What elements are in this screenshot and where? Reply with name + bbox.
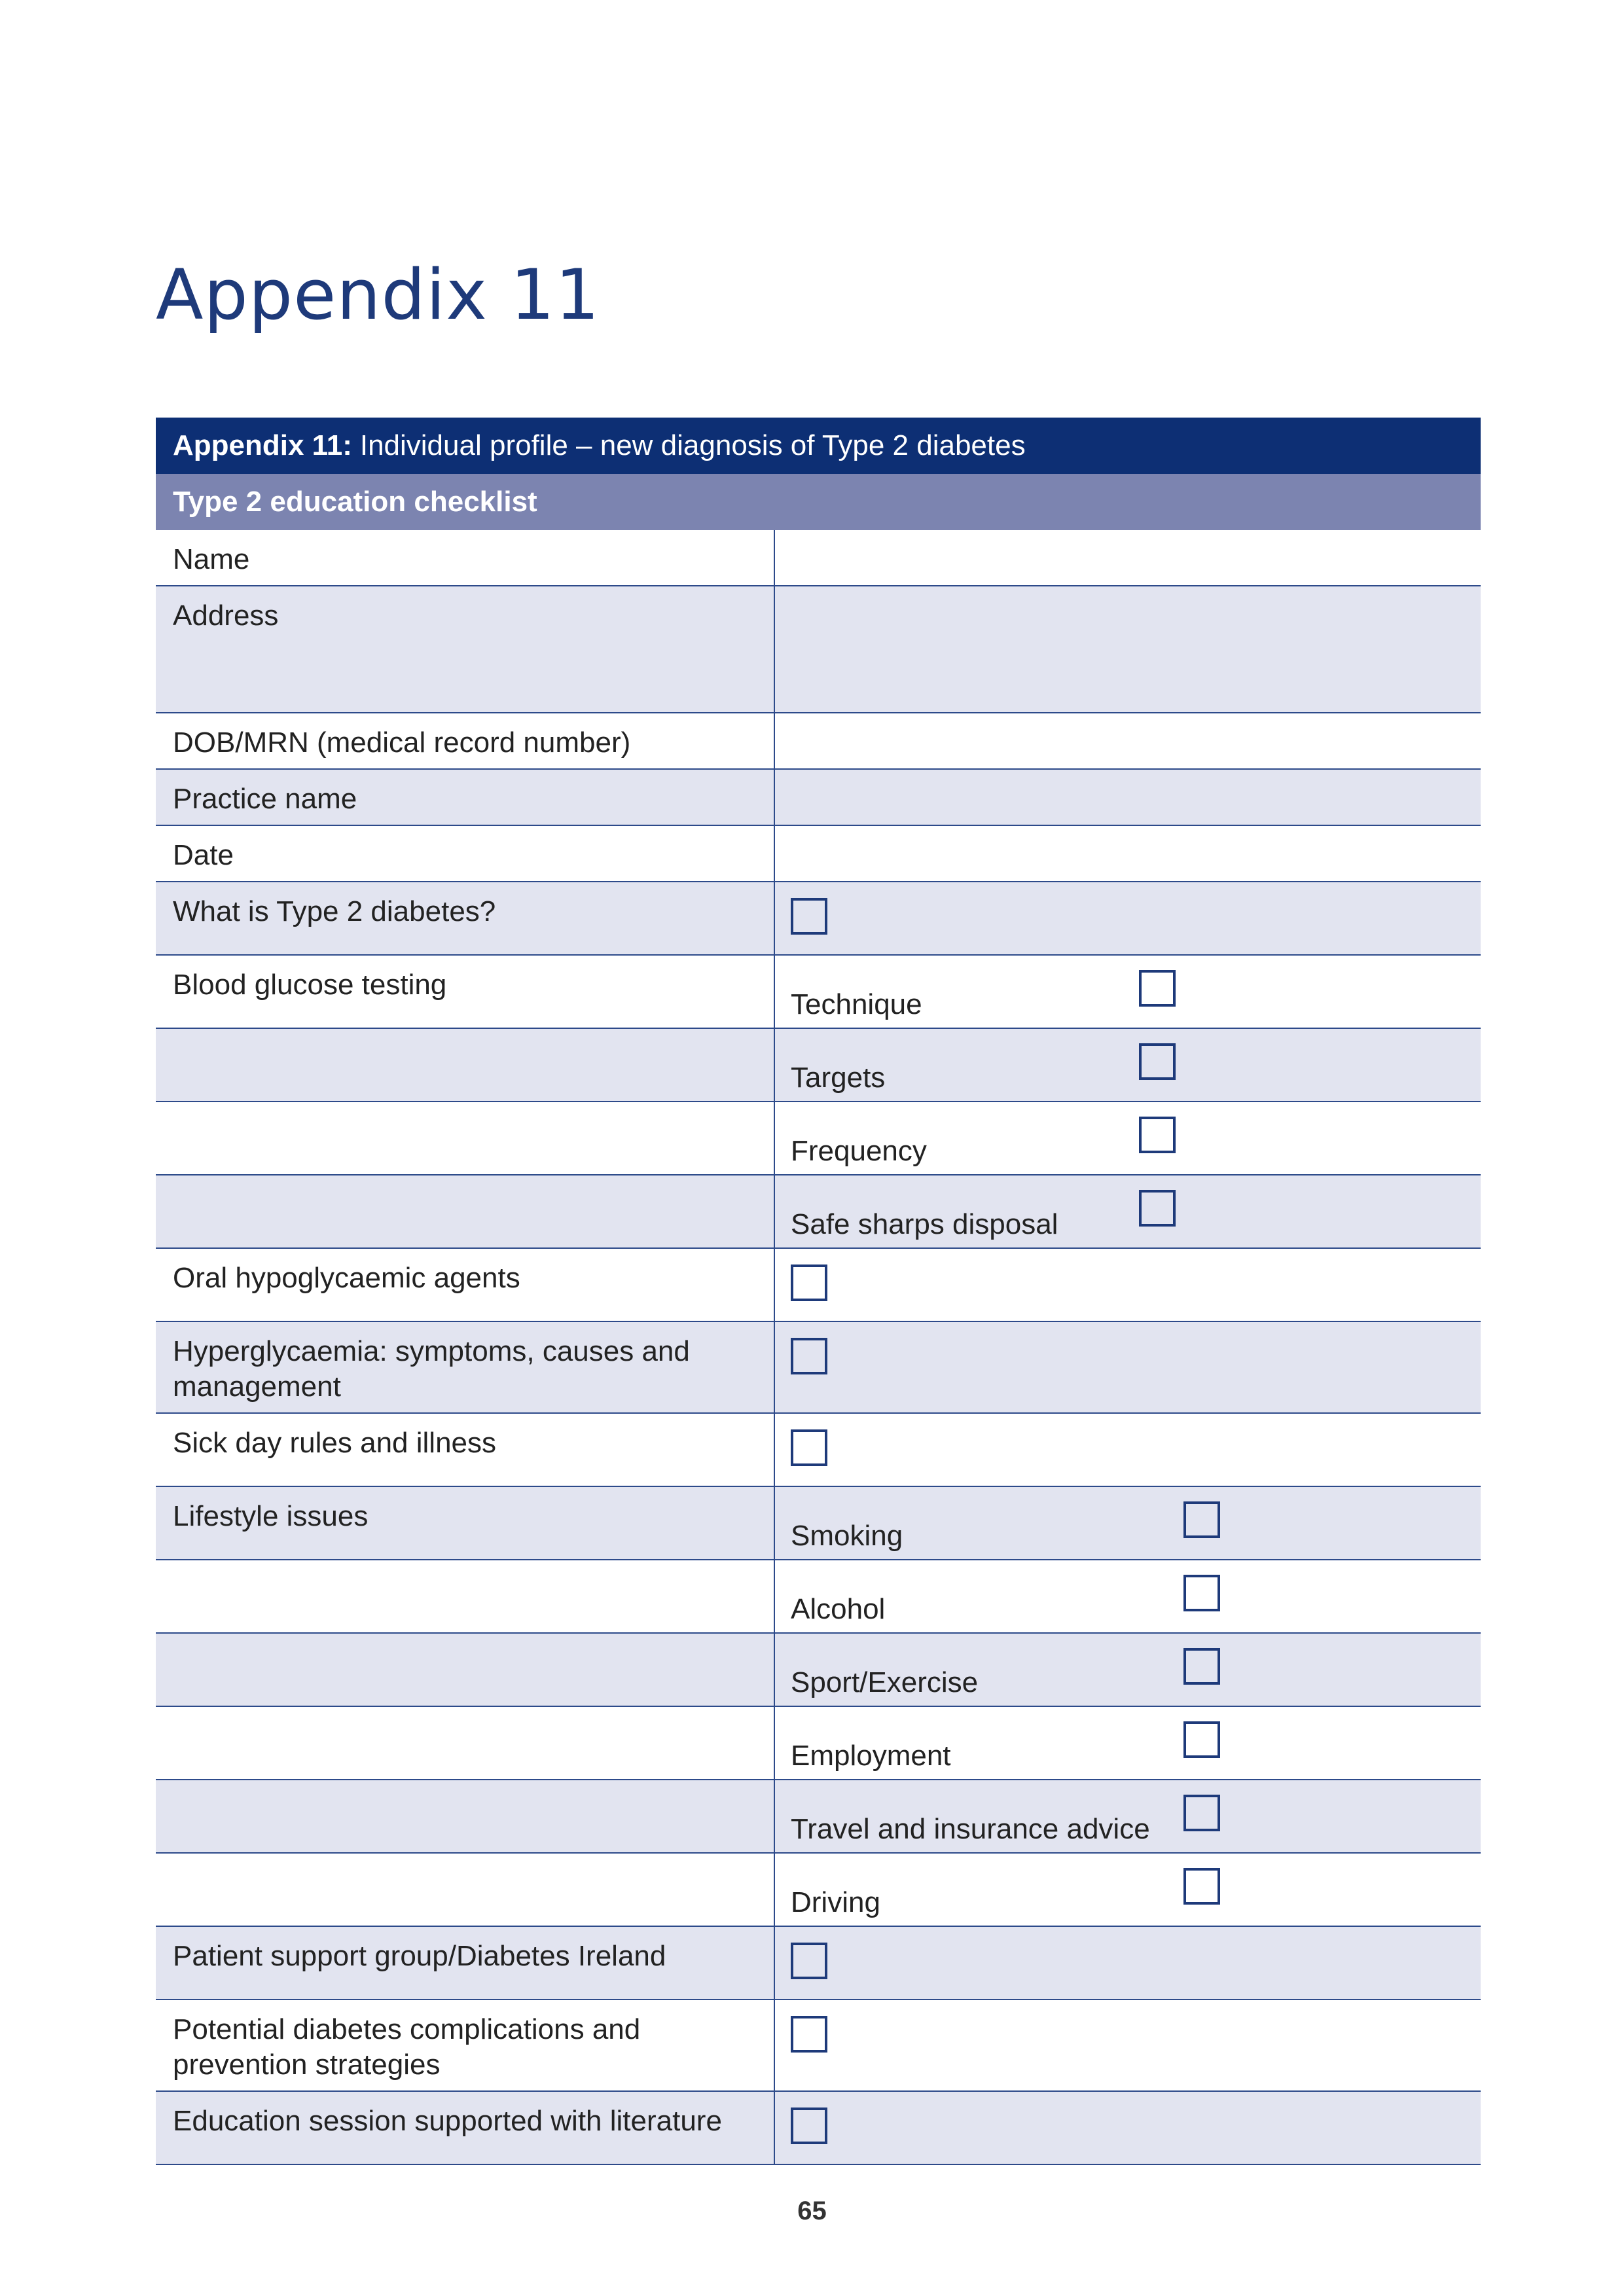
bg-sharps-label: Safe sharps disposal: [791, 1208, 1058, 1240]
row-complications: [156, 2000, 1481, 2092]
field-dob[interactable]: [775, 713, 1481, 768]
row-lifestyle-driving: [156, 1854, 1481, 1927]
what-is-checkbox[interactable]: [791, 898, 827, 935]
lifestyle-smoking-label: Smoking: [791, 1520, 903, 1552]
row-bg-sharps: [156, 1175, 1481, 1249]
lifestyle-smoking-checkbox[interactable]: [1183, 1501, 1220, 1538]
label-sick-day: Sick day rules and illness: [156, 1414, 775, 1486]
header-text: Individual profile – new diagnosis of Type 2 diabetes: [359, 429, 1026, 461]
row-what-is: [156, 882, 1481, 956]
row-literature: [156, 2092, 1481, 2165]
education-checklist-table: [156, 418, 1481, 2165]
label-name: Name: [156, 530, 775, 585]
lifestyle-driving-checkbox[interactable]: [1183, 1868, 1220, 1905]
row-name: [156, 530, 1481, 586]
bg-targets-checkbox[interactable]: [1139, 1043, 1176, 1080]
lifestyle-sport-label: Sport/Exercise: [791, 1666, 979, 1698]
page-number: 65: [797, 2197, 827, 2225]
field-name[interactable]: [775, 530, 1481, 585]
complications-checkbox[interactable]: [791, 2016, 827, 2053]
label-hyper: Hyperglycaemia: symptoms, causes and management: [156, 1322, 775, 1412]
lifestyle-travel-checkbox[interactable]: [1183, 1795, 1220, 1831]
lifestyle-sport-checkbox[interactable]: [1183, 1648, 1220, 1685]
bg-technique-label: Technique: [791, 988, 922, 1020]
row-bg-targets: [156, 1029, 1481, 1102]
label-what-is: What is Type 2 diabetes?: [156, 882, 775, 954]
row-dob: [156, 713, 1481, 770]
row-oral-agents: [156, 1249, 1481, 1322]
label-dob: DOB/MRN (medical record number): [156, 713, 775, 768]
field-practice[interactable]: [775, 770, 1481, 825]
sick-day-checkbox[interactable]: [791, 1429, 827, 1466]
row-practice: [156, 770, 1481, 826]
table-header: [156, 418, 1481, 474]
bg-targets-label: Targets: [791, 1062, 886, 1094]
bg-frequency-checkbox[interactable]: [1139, 1117, 1176, 1153]
label-date: Date: [156, 826, 775, 881]
label-support-group: Patient support group/Diabetes Ireland: [156, 1927, 775, 1999]
lifestyle-employment-label: Employment: [791, 1740, 951, 1772]
label-oral-agents: Oral hypoglycaemic agents: [156, 1249, 775, 1321]
page-title: Appendix 11: [156, 255, 600, 335]
row-lifestyle-employment: [156, 1707, 1481, 1780]
lifestyle-alcohol-checkbox[interactable]: [1183, 1575, 1220, 1611]
lifestyle-travel-label: Travel and insurance advice: [791, 1813, 1150, 1845]
label-blood-glucose: Blood glucose testing: [156, 956, 775, 1028]
literature-checkbox[interactable]: [791, 2108, 827, 2144]
row-lifestyle: [156, 1487, 1481, 1560]
label-literature: Education session supported with literature: [156, 2092, 775, 2164]
support-group-checkbox[interactable]: [791, 1943, 827, 1979]
hyper-checkbox[interactable]: [791, 1338, 827, 1374]
field-date[interactable]: [775, 826, 1481, 881]
row-lifestyle-travel: [156, 1780, 1481, 1854]
field-address[interactable]: [775, 586, 1481, 712]
row-date: [156, 826, 1481, 882]
lifestyle-driving-label: Driving: [791, 1886, 880, 1918]
row-bg-frequency: [156, 1102, 1481, 1175]
row-sick-day: [156, 1414, 1481, 1487]
oral-agents-checkbox[interactable]: [791, 1265, 827, 1301]
label-lifestyle: Lifestyle issues: [156, 1487, 775, 1559]
header-bold: Appendix 11:: [173, 429, 352, 461]
label-complications: Potential diabetes complications and prevention strategies: [156, 2000, 775, 2090]
row-support-group: [156, 1927, 1481, 2000]
row-lifestyle-sport: [156, 1634, 1481, 1707]
label-address: Address: [156, 586, 775, 712]
row-lifestyle-alcohol: [156, 1560, 1481, 1634]
bg-sharps-checkbox[interactable]: [1139, 1190, 1176, 1227]
table-subheader: Type 2 education checklist: [156, 474, 1481, 530]
row-address: [156, 586, 1481, 713]
label-practice: Practice name: [156, 770, 775, 825]
lifestyle-employment-checkbox[interactable]: [1183, 1721, 1220, 1758]
row-hyper: [156, 1322, 1481, 1414]
row-blood-glucose: [156, 956, 1481, 1029]
bg-frequency-label: Frequency: [791, 1135, 927, 1167]
bg-technique-checkbox[interactable]: [1139, 970, 1176, 1007]
lifestyle-alcohol-label: Alcohol: [791, 1593, 886, 1625]
